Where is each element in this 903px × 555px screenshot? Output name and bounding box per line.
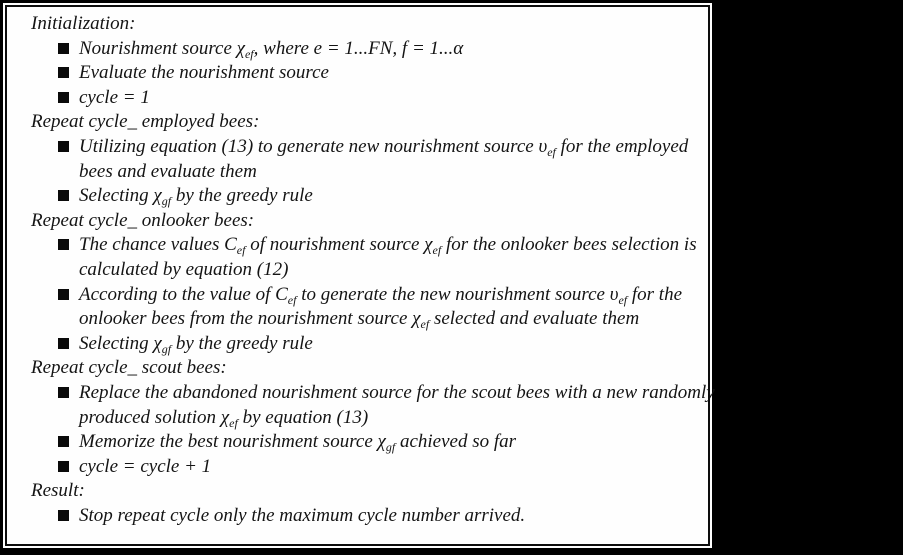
line-text: The chance values C <box>79 234 237 256</box>
algorithm-line-bullet <box>31 61 694 86</box>
algorithm-line-bullet <box>31 184 694 209</box>
subscript: ef <box>618 292 628 307</box>
line-text: achieved so far <box>395 431 517 453</box>
algorithm-line-bullet <box>31 86 694 111</box>
line-text: to generate the new nourishment source υ <box>296 283 619 305</box>
bullet-square-icon <box>58 190 69 201</box>
subscript: gf <box>385 440 396 455</box>
algorithm-line-heading <box>31 479 694 504</box>
line-text: by the greedy rule <box>171 332 313 354</box>
algorithm-line-continuation <box>31 406 694 431</box>
line-text: Nourishment source χ <box>79 37 245 59</box>
algorithm-line-bullet <box>31 381 715 406</box>
bullet-square-icon <box>58 510 69 521</box>
algorithm-line-bullet <box>31 37 694 62</box>
line-text: of nourishment source χ <box>245 234 433 256</box>
line-text: for the employed <box>555 135 689 157</box>
subscript: ef <box>236 243 246 258</box>
algorithm-line-bullet <box>31 332 694 357</box>
line-text: by the greedy rule <box>171 185 313 207</box>
line-text: Repeat cycle_ scout bees: <box>31 357 227 379</box>
subscript: gf <box>161 194 172 209</box>
algorithm-line-continuation <box>31 160 694 185</box>
line-text: by equation (13) <box>237 406 369 428</box>
line-text: Selecting χ <box>79 332 162 354</box>
algorithm-line-continuation <box>31 258 694 283</box>
subscript: ef <box>287 292 297 307</box>
bullet-square-icon <box>58 92 69 103</box>
line-text: Selecting χ <box>79 185 162 207</box>
subscript: ef <box>432 243 442 258</box>
algorithm-line-heading <box>31 12 694 37</box>
line-text: onlooker bees from the nourishment source χ <box>79 308 421 330</box>
bullet-square-icon <box>58 67 69 78</box>
subscript: ef <box>547 144 556 159</box>
line-text: Result: <box>31 480 85 502</box>
line-text: for the onlooker bees selection is <box>441 234 697 256</box>
line-text: Stop repeat cycle only the maximum cycle number arrived. <box>79 504 526 526</box>
subscript: ef <box>229 415 238 430</box>
line-text: bees and evaluate them <box>79 160 257 182</box>
algorithm-line-bullet <box>31 283 694 308</box>
algorithm-box-inner-border <box>5 5 715 546</box>
bullet-square-icon <box>58 338 69 349</box>
subscript: ef <box>244 46 254 61</box>
line-text: Memorize the best nourishment source χ <box>79 431 386 453</box>
line-text: Utilizing equation (13) to generate new nourishment source υ <box>79 135 548 157</box>
line-text: calculated by equation (12) <box>79 258 289 280</box>
bullet-square-icon <box>58 239 69 250</box>
bullet-square-icon <box>58 43 69 54</box>
algorithm-line-bullet <box>31 430 694 455</box>
bullet-square-icon <box>58 141 69 152</box>
line-text: selected and evaluate them <box>429 308 640 330</box>
line-text: According to the value of C <box>79 283 288 305</box>
algorithm-line-bullet <box>31 233 697 258</box>
algorithm-content <box>7 7 715 544</box>
bullet-square-icon <box>58 289 69 300</box>
bullet-square-icon <box>58 387 69 398</box>
line-text: Evaluate the nourishment source <box>79 62 329 84</box>
line-text: cycle = 1 <box>79 86 150 108</box>
algorithm-line-heading <box>31 209 694 234</box>
line-text: , where e = 1...FN, f = 1...α <box>253 37 464 59</box>
algorithm-line-heading <box>31 356 694 381</box>
line-text: Initialization: <box>31 13 136 34</box>
bullet-square-icon <box>58 436 69 447</box>
subscript: gf <box>161 341 172 356</box>
algorithm-line-bullet <box>31 135 694 160</box>
algorithm-line-heading <box>31 110 694 135</box>
bullet-square-icon <box>58 461 69 472</box>
line-text: Repeat cycle_ onlooker bees: <box>31 209 255 231</box>
line-text: Replace the abandoned nourishment source for the scout bees with a new randomly <box>79 381 715 403</box>
subscript: ef <box>420 317 430 332</box>
algorithm-line-continuation <box>31 307 694 332</box>
algorithm-line-bullet <box>31 504 694 529</box>
line-text: cycle = cycle + 1 <box>79 455 212 477</box>
line-text: for the <box>627 283 683 305</box>
line-text: produced solution χ <box>79 406 230 428</box>
algorithm-line-bullet <box>31 455 694 480</box>
line-text: Repeat cycle_ employed bees: <box>31 111 260 133</box>
